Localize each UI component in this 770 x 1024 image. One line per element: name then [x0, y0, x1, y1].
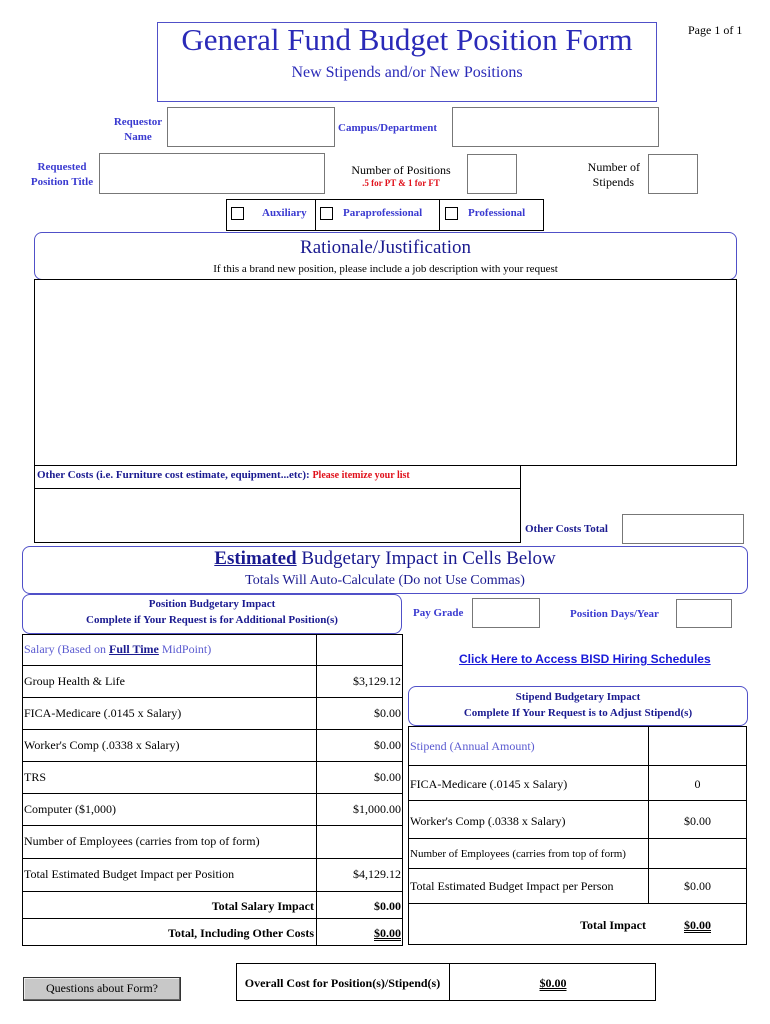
- other-costs-textarea[interactable]: [36, 490, 519, 541]
- stipend-amount-label: Stipend (Annual Amount): [410, 739, 535, 753]
- divider: [22, 858, 403, 859]
- salary-label-post: MidPoint): [158, 642, 212, 656]
- salary-label-emph: Full Time: [108, 642, 159, 656]
- position-impact-subtitle: Complete if Your Request is for Additional Position(s): [86, 614, 338, 626]
- position-row-value: $0.00: [374, 706, 401, 720]
- num-positions-label: Number of Positions: [351, 163, 451, 177]
- questions-button[interactable]: Questions about Form?: [23, 977, 181, 1001]
- stipend-row-label: Worker's Comp (.0338 x Salary): [410, 814, 566, 828]
- stipend-row-label: Total Estimated Budget Impact per Person: [410, 879, 614, 893]
- total-impact-value: $0.00: [684, 918, 711, 932]
- position-row-label: Computer ($1,000): [24, 802, 116, 816]
- divider: [22, 697, 403, 698]
- divider: [408, 838, 747, 839]
- divider: [22, 825, 403, 826]
- stipend-row-value: $0.00: [684, 814, 711, 828]
- divider: [22, 665, 403, 666]
- divider: [22, 918, 403, 919]
- position-impact-title: Position Budgetary Impact: [148, 598, 276, 610]
- requestor-name-field[interactable]: [167, 107, 335, 147]
- divider: [408, 868, 747, 869]
- divider: [315, 199, 316, 231]
- impact-subtitle: Totals Will Auto-Calculate (Do not Use Commas): [245, 573, 525, 588]
- hiring-schedules-link[interactable]: Click Here to Access BISD Hiring Schedules: [459, 652, 711, 666]
- salary-label: [24, 642, 211, 657]
- position-row-value: $0.00: [374, 738, 401, 752]
- stipend-impact-title: Stipend Budgetary Impact: [515, 691, 641, 703]
- num-stipends-label: Number of Stipends: [587, 160, 640, 189]
- rationale-title: Rationale/Justification: [300, 237, 471, 258]
- overall-cost-label: Overall Cost for Position(s)/Stipend(s): [244, 976, 441, 990]
- form-title: General Fund Budget Position Form: [181, 22, 633, 57]
- stipend-impact-subtitle: Complete If Your Request is to Adjust Stipend(s): [463, 707, 693, 719]
- page-number: Page 1 of 1: [688, 23, 743, 37]
- rationale-textarea[interactable]: [34, 279, 737, 466]
- pay-grade-label: Pay Grade: [413, 607, 464, 619]
- position-row-value: $3,129.12: [353, 674, 401, 688]
- stipend-row-label: Number of Employees (carries from top of form): [410, 848, 626, 860]
- divider: [408, 765, 747, 766]
- other-costs-note: Please itemize your list: [312, 470, 410, 481]
- days-year-field[interactable]: [676, 599, 732, 628]
- days-year-label: Position Days/Year: [570, 608, 659, 620]
- requestor-name-label: Requestor Name: [113, 116, 163, 143]
- position-row-value: $1,000.00: [353, 802, 401, 816]
- auxiliary-checkbox[interactable]: [231, 207, 244, 220]
- total-salary-value: $0.00: [374, 899, 401, 913]
- total-other-label: Total, Including Other Costs: [167, 926, 314, 940]
- auxiliary-label: Auxiliary: [262, 207, 307, 219]
- total-salary-label: Total Salary Impact: [211, 899, 314, 913]
- position-row-label: Group Health & Life: [24, 674, 125, 688]
- campus-label: Campus/Department: [338, 122, 437, 134]
- salary-label-pre: Salary (Based on: [24, 642, 109, 656]
- impact-title: [22, 548, 748, 570]
- stipend-amount-field[interactable]: [649, 727, 746, 765]
- other-costs-total-label: Other Costs Total: [525, 523, 608, 535]
- campus-field[interactable]: [452, 107, 659, 147]
- total-impact-label: Total Impact: [580, 918, 646, 932]
- num-stipends-field[interactable]: [648, 154, 698, 194]
- position-row-label: Number of Employees (carries from top of form): [24, 834, 260, 848]
- position-title-field[interactable]: [99, 153, 325, 194]
- divider: [22, 761, 403, 762]
- divider: [22, 891, 403, 892]
- num-positions-hint: .5 for PT & 1 for FT: [362, 178, 440, 188]
- salary-field[interactable]: [317, 635, 402, 665]
- overall-cost-value: $0.00: [539, 976, 567, 990]
- professional-label: Professional: [468, 207, 526, 219]
- position-row-label: Worker's Comp (.0338 x Salary): [24, 738, 180, 752]
- divider: [439, 199, 440, 231]
- other-costs-label: [37, 469, 410, 481]
- divider: [22, 793, 403, 794]
- stipend-row-value: 0: [694, 777, 701, 791]
- position-row-label: TRS: [24, 770, 47, 784]
- divider: [316, 634, 317, 946]
- form-subtitle: New Stipends and/or New Positions: [291, 64, 523, 81]
- pay-grade-field[interactable]: [472, 598, 540, 628]
- position-title-label: Requested Position Title: [30, 161, 94, 188]
- impact-title-rest: Budgetary Impact in Cells Below: [296, 548, 556, 569]
- rationale-note: If this a brand new position, please include a job description with your request: [213, 263, 558, 275]
- position-row-label: Total Estimated Budget Impact per Position: [24, 867, 235, 881]
- position-row-value: $0.00: [374, 770, 401, 784]
- num-positions-field[interactable]: [467, 154, 517, 194]
- professional-checkbox[interactable]: [445, 207, 458, 220]
- other-costs-total-field[interactable]: [622, 514, 744, 544]
- divider: [408, 903, 747, 904]
- position-row-label: FICA-Medicare (.0145 x Salary): [24, 706, 182, 720]
- position-row-value: $4,129.12: [353, 867, 401, 881]
- divider: [408, 800, 747, 801]
- stipend-row-label: FICA-Medicare (.0145 x Salary): [410, 777, 568, 791]
- divider: [22, 729, 403, 730]
- paraprofessional-label: Paraprofessional: [343, 207, 423, 219]
- other-costs-text: Other Costs (i.e. Furniture cost estimate, equipment...etc):: [37, 469, 310, 481]
- stipend-row-value: $0.00: [684, 879, 711, 893]
- divider: [34, 488, 521, 489]
- paraprofessional-checkbox[interactable]: [320, 207, 333, 220]
- total-other-value: $0.00: [374, 926, 401, 940]
- impact-title-emph: Estimated: [214, 548, 297, 569]
